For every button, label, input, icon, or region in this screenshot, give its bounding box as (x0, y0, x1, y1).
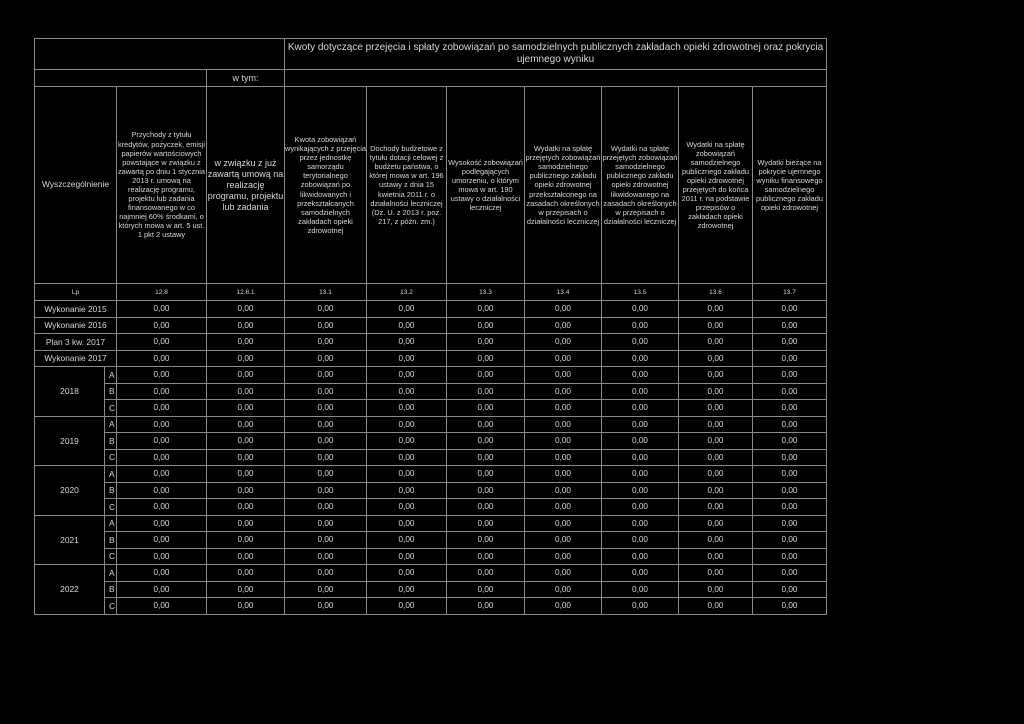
row-label: Wykonanie 2016 (35, 317, 117, 334)
value-cell: 0,00 (447, 532, 525, 549)
value-cell: 0,00 (285, 301, 367, 318)
value-cell: 0,00 (679, 383, 753, 400)
lp-cell: Lp (35, 284, 117, 301)
value-cell: 0,00 (285, 532, 367, 549)
value-cell: 0,00 (117, 515, 207, 532)
table-row (35, 581, 827, 598)
value-cell: 0,00 (117, 433, 207, 450)
value-cell: 0,00 (753, 565, 827, 582)
value-cell: 0,00 (207, 416, 285, 433)
value-cell: 0,00 (285, 350, 367, 367)
lp-cell: 13.6 (679, 284, 753, 301)
lp-cell: 12.8.1 (207, 284, 285, 301)
variant-label: A (105, 565, 117, 582)
value-cell: 0,00 (285, 499, 367, 516)
value-cell: 0,00 (753, 499, 827, 516)
variant-label: C (105, 598, 117, 615)
value-cell: 0,00 (447, 565, 525, 582)
table-row (35, 433, 827, 450)
header-blank (285, 70, 827, 87)
table-row (35, 350, 827, 367)
value-cell: 0,00 (753, 367, 827, 384)
value-cell: 0,00 (753, 400, 827, 417)
value-cell: 0,00 (285, 317, 367, 334)
year-label: 2020 (35, 466, 105, 516)
table-row (35, 301, 827, 318)
table-row (35, 317, 827, 334)
value-cell: 0,00 (117, 548, 207, 565)
value-cell: 0,00 (753, 433, 827, 450)
value-cell: 0,00 (525, 482, 602, 499)
value-cell: 0,00 (207, 301, 285, 318)
col-header-13-4: Wydatki na spłatę przejętych zobowiązań samodzielnego publicznego zakładu opieki zdrowotnej przekształconego na zasadach określonych w przepisach o działalności leczniczej (525, 87, 602, 284)
variant-label: B (105, 532, 117, 549)
value-cell: 0,00 (525, 350, 602, 367)
value-cell: 0,00 (117, 565, 207, 582)
table-row (35, 482, 827, 499)
row-label: Plan 3 kw. 2017 (35, 334, 117, 351)
value-cell: 0,00 (285, 482, 367, 499)
value-cell: 0,00 (602, 499, 679, 516)
value-cell: 0,00 (602, 301, 679, 318)
value-cell: 0,00 (602, 317, 679, 334)
value-cell: 0,00 (117, 334, 207, 351)
value-cell: 0,00 (447, 317, 525, 334)
value-cell: 0,00 (447, 350, 525, 367)
value-cell: 0,00 (207, 350, 285, 367)
table-row (35, 565, 827, 582)
header-blank (35, 39, 285, 70)
table-row (35, 598, 827, 615)
value-cell: 0,00 (602, 383, 679, 400)
value-cell: 0,00 (679, 416, 753, 433)
value-cell: 0,00 (367, 532, 447, 549)
value-cell: 0,00 (117, 416, 207, 433)
variant-label: C (105, 449, 117, 466)
value-cell: 0,00 (285, 416, 367, 433)
value-cell: 0,00 (117, 383, 207, 400)
value-cell: 0,00 (117, 466, 207, 483)
col-header-13-7: Wydatki bieżące na pokrycie ujemnego wyniku finansowego samodzielnego publicznego zakładu opieki zdrowotnej (753, 87, 827, 284)
value-cell: 0,00 (447, 466, 525, 483)
value-cell: 0,00 (367, 466, 447, 483)
table-row (35, 367, 827, 384)
value-cell: 0,00 (447, 301, 525, 318)
value-cell: 0,00 (117, 581, 207, 598)
col-header-13-6: Wydatki na spłatę zobowiązań samodzielnego publicznego zakładu opieki zdrowotnej przejętych do końca 2011 r. na podstawie przepisów o zakładach opieki zdrowotnej (679, 87, 753, 284)
year-label: 2021 (35, 515, 105, 565)
col-header-13-2: Dochody budżetowe z tytułu dotacji celowej z budżetu państwa, o której mowa w art. 196 ustawy z dnia 15 kwietnia 2011 r. o działalności leczniczej (Dz. U. z 2013 r. poz. 217, z późn. zm.) (367, 87, 447, 284)
value-cell: 0,00 (207, 482, 285, 499)
value-cell: 0,00 (525, 532, 602, 549)
financial-table (34, 38, 827, 615)
value-cell: 0,00 (285, 400, 367, 417)
col-header-12-8-1: w związku z już zawartą umową na realizację programu, projektu lub zadania (207, 87, 285, 284)
value-cell: 0,00 (117, 400, 207, 417)
value-cell: 0,00 (525, 400, 602, 417)
value-cell: 0,00 (285, 433, 367, 450)
table-row (35, 400, 827, 417)
value-cell: 0,00 (525, 367, 602, 384)
value-cell: 0,00 (285, 565, 367, 582)
value-cell: 0,00 (679, 482, 753, 499)
value-cell: 0,00 (367, 565, 447, 582)
value-cell: 0,00 (207, 598, 285, 615)
value-cell: 0,00 (207, 499, 285, 516)
value-cell: 0,00 (602, 466, 679, 483)
value-cell: 0,00 (602, 532, 679, 549)
value-cell: 0,00 (367, 515, 447, 532)
value-cell: 0,00 (447, 449, 525, 466)
value-cell: 0,00 (679, 581, 753, 598)
value-cell: 0,00 (367, 499, 447, 516)
value-cell: 0,00 (447, 334, 525, 351)
col-header-12-8: Przychody z tytułu kredytów, pożyczek, emisji papierów wartościowych powstające w związku z zawartą po dniu 1 stycznia 2013 r. umową na realizację programu, projektu lub zadania finansowanego w co najmniej 60% środkami, o których mowa w art. 5 ust. 1 pkt 2 ustawy (117, 87, 207, 284)
table-row (35, 466, 827, 483)
variant-label: C (105, 548, 117, 565)
value-cell: 0,00 (207, 334, 285, 351)
lp-cell: 13.1 (285, 284, 367, 301)
lp-row (35, 284, 827, 301)
value-cell: 0,00 (602, 400, 679, 417)
value-cell: 0,00 (525, 548, 602, 565)
value-cell: 0,00 (753, 515, 827, 532)
value-cell: 0,00 (753, 532, 827, 549)
value-cell: 0,00 (447, 515, 525, 532)
variant-label: B (105, 482, 117, 499)
table-row (35, 383, 827, 400)
value-cell: 0,00 (285, 515, 367, 532)
value-cell: 0,00 (753, 466, 827, 483)
value-cell: 0,00 (447, 367, 525, 384)
value-cell: 0,00 (207, 548, 285, 565)
value-cell: 0,00 (285, 334, 367, 351)
value-cell: 0,00 (207, 383, 285, 400)
value-cell: 0,00 (207, 317, 285, 334)
value-cell: 0,00 (367, 317, 447, 334)
value-cell: 0,00 (753, 301, 827, 318)
value-cell: 0,00 (447, 581, 525, 598)
value-cell: 0,00 (753, 317, 827, 334)
value-cell: 0,00 (447, 548, 525, 565)
value-cell: 0,00 (679, 565, 753, 582)
value-cell: 0,00 (525, 515, 602, 532)
year-label: 2018 (35, 367, 105, 417)
value-cell: 0,00 (207, 367, 285, 384)
value-cell: 0,00 (679, 548, 753, 565)
value-cell: 0,00 (117, 499, 207, 516)
value-cell: 0,00 (602, 598, 679, 615)
value-cell: 0,00 (367, 383, 447, 400)
value-cell: 0,00 (367, 334, 447, 351)
value-cell: 0,00 (679, 317, 753, 334)
value-cell: 0,00 (117, 598, 207, 615)
lp-cell: 13.3 (447, 284, 525, 301)
value-cell: 0,00 (117, 301, 207, 318)
value-cell: 0,00 (602, 334, 679, 351)
value-cell: 0,00 (602, 433, 679, 450)
table-title: Kwoty dotyczące przejęcia i spłaty zobowiązań po samodzielnych publicznych zakładach opieki zdrowotnej oraz pokrycia ujemnego wyniku (285, 39, 827, 70)
value-cell: 0,00 (602, 482, 679, 499)
value-cell: 0,00 (117, 367, 207, 384)
value-cell: 0,00 (753, 548, 827, 565)
value-cell: 0,00 (117, 532, 207, 549)
value-cell: 0,00 (753, 482, 827, 499)
value-cell: 0,00 (207, 400, 285, 417)
value-cell: 0,00 (367, 400, 447, 417)
value-cell: 0,00 (679, 499, 753, 516)
col-header-13-5: Wydatki na spłatę przejętych zobowiązań samodzielnego publicznego zakładu opieki zdrowotnej likwidowanego na zasadach określonych w przepisach o działalności leczniczej (602, 87, 679, 284)
value-cell: 0,00 (285, 383, 367, 400)
lp-cell: 13.2 (367, 284, 447, 301)
value-cell: 0,00 (447, 499, 525, 516)
value-cell: 0,00 (367, 301, 447, 318)
value-cell: 0,00 (207, 449, 285, 466)
value-cell: 0,00 (679, 466, 753, 483)
lp-cell: 12.8 (117, 284, 207, 301)
value-cell: 0,00 (207, 565, 285, 582)
value-cell: 0,00 (367, 581, 447, 598)
table-row (35, 515, 827, 532)
value-cell: 0,00 (525, 383, 602, 400)
row-label: Wykonanie 2015 (35, 301, 117, 318)
value-cell: 0,00 (753, 598, 827, 615)
value-cell: 0,00 (753, 581, 827, 598)
value-cell: 0,00 (679, 598, 753, 615)
value-cell: 0,00 (367, 350, 447, 367)
table-row (35, 334, 827, 351)
value-cell: 0,00 (602, 350, 679, 367)
variant-label: B (105, 433, 117, 450)
value-cell: 0,00 (602, 565, 679, 582)
value-cell: 0,00 (679, 350, 753, 367)
variant-label: A (105, 367, 117, 384)
value-cell: 0,00 (207, 581, 285, 598)
variant-label: A (105, 515, 117, 532)
value-cell: 0,00 (753, 416, 827, 433)
value-cell: 0,00 (753, 350, 827, 367)
value-cell: 0,00 (447, 598, 525, 615)
lp-cell: 13.4 (525, 284, 602, 301)
value-cell: 0,00 (679, 433, 753, 450)
value-cell: 0,00 (117, 317, 207, 334)
value-cell: 0,00 (117, 350, 207, 367)
value-cell: 0,00 (602, 416, 679, 433)
year-label: 2019 (35, 416, 105, 466)
value-cell: 0,00 (602, 548, 679, 565)
value-cell: 0,00 (602, 515, 679, 532)
value-cell: 0,00 (367, 416, 447, 433)
value-cell: 0,00 (285, 449, 367, 466)
value-cell: 0,00 (679, 532, 753, 549)
lp-cell: 13.5 (602, 284, 679, 301)
value-cell: 0,00 (679, 334, 753, 351)
row-label: Wykonanie 2017 (35, 350, 117, 367)
variant-label: A (105, 466, 117, 483)
value-cell: 0,00 (367, 367, 447, 384)
value-cell: 0,00 (525, 466, 602, 483)
value-cell: 0,00 (679, 301, 753, 318)
table-row (35, 416, 827, 433)
year-label: 2022 (35, 565, 105, 615)
value-cell: 0,00 (525, 334, 602, 351)
col-header-13-3: Wysokość zobowiązań podlegających umorzeniu, o którym mowa w art. 190 ustawy o działalności leczniczej (447, 87, 525, 284)
value-cell: 0,00 (447, 416, 525, 433)
table-row (35, 548, 827, 565)
value-cell: 0,00 (525, 565, 602, 582)
value-cell: 0,00 (525, 581, 602, 598)
value-cell: 0,00 (525, 416, 602, 433)
value-cell: 0,00 (285, 367, 367, 384)
table-row (35, 532, 827, 549)
value-cell: 0,00 (753, 383, 827, 400)
value-cell: 0,00 (602, 367, 679, 384)
value-cell: 0,00 (207, 433, 285, 450)
value-cell: 0,00 (753, 449, 827, 466)
value-cell: 0,00 (602, 449, 679, 466)
value-cell: 0,00 (447, 383, 525, 400)
value-cell: 0,00 (447, 482, 525, 499)
value-cell: 0,00 (207, 466, 285, 483)
value-cell: 0,00 (285, 581, 367, 598)
value-cell: 0,00 (285, 466, 367, 483)
value-cell: 0,00 (447, 433, 525, 450)
value-cell: 0,00 (525, 301, 602, 318)
value-cell: 0,00 (525, 317, 602, 334)
value-cell: 0,00 (679, 367, 753, 384)
table-row (35, 499, 827, 516)
value-cell: 0,00 (367, 548, 447, 565)
value-cell: 0,00 (367, 482, 447, 499)
variant-label: B (105, 581, 117, 598)
value-cell: 0,00 (285, 548, 367, 565)
variant-label: C (105, 400, 117, 417)
value-cell: 0,00 (525, 499, 602, 516)
col-header-13-1: Kwota zobowiązań wynikających z przejęcia przez jednostkę samorządu terytorialnego zobowiązań po likwidowanych i przekształcanych samodzielnych zakładach opieki zdrowotnej (285, 87, 367, 284)
variant-label: C (105, 499, 117, 516)
value-cell: 0,00 (207, 515, 285, 532)
value-cell: 0,00 (367, 598, 447, 615)
value-cell: 0,00 (679, 515, 753, 532)
w-tym-label: w tym: (207, 70, 285, 87)
value-cell: 0,00 (525, 449, 602, 466)
value-cell: 0,00 (602, 581, 679, 598)
col-header-wyszczegolnienie: Wyszczególnienie (35, 87, 117, 284)
lp-cell: 13.7 (753, 284, 827, 301)
value-cell: 0,00 (753, 334, 827, 351)
header-blank (35, 70, 207, 87)
table-row (35, 449, 827, 466)
value-cell: 0,00 (117, 482, 207, 499)
variant-label: B (105, 383, 117, 400)
variant-label: A (105, 416, 117, 433)
value-cell: 0,00 (367, 433, 447, 450)
value-cell: 0,00 (525, 598, 602, 615)
value-cell: 0,00 (679, 449, 753, 466)
value-cell: 0,00 (117, 449, 207, 466)
value-cell: 0,00 (679, 400, 753, 417)
value-cell: 0,00 (525, 433, 602, 450)
value-cell: 0,00 (447, 400, 525, 417)
value-cell: 0,00 (285, 598, 367, 615)
value-cell: 0,00 (207, 532, 285, 549)
value-cell: 0,00 (367, 449, 447, 466)
